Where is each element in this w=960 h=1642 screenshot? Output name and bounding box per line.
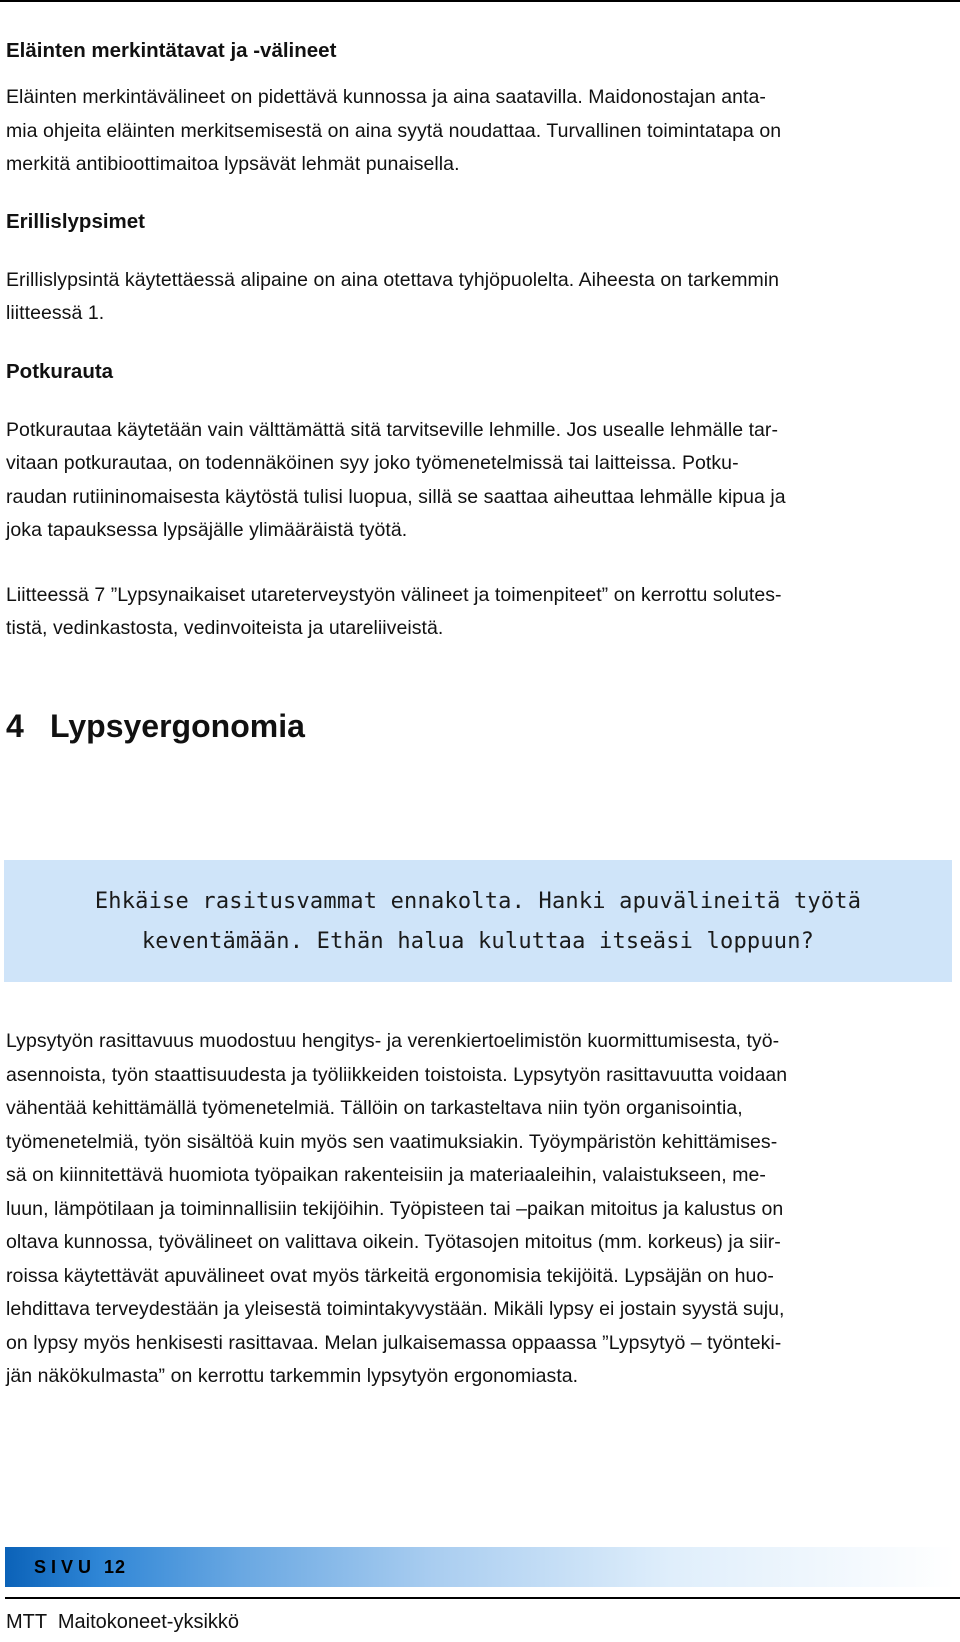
text-line: vitaan potkurautaa, on todennäköinen syy joko työmenetelmissä tai laitteissa. Potku- [6,452,739,474]
text-line: Eläinten merkintävälineet on pidettävä kunnossa ja aina saatavilla. Maidonostajan anta- [6,86,766,108]
footer-rule [5,1597,960,1599]
text-line: Potkurautaa käytetään vain välttämättä sitä tarvitseville lehmille. Jos usealle lehmälle tar- [6,418,779,441]
text-line: mia ohjeita eläinten merkitsemisestä on aina syytä noudattaa. Turvallinen toimintatapa on [6,119,782,142]
chapter-title: Lypsyergonomia [50,707,305,744]
paragraph-potkurauta [6,414,952,548]
text-line: on lypsy myös henkisesti rasittavaa. Melan julkaisemassa oppaassa ”Lypsytyö – työnteki- [6,1331,782,1354]
tip-callout [4,860,952,982]
text-line: asennoista, työn staattisuudesta ja työliikkeiden toistoista. Lypsytyön rasittavuutta voidaan [6,1063,788,1086]
page-body [6,36,952,746]
heading-merkintatavat: Eläinten merkintätavat ja -välineet [6,39,337,62]
text-line: vähentää kehittämällä työmenetelmiä. Tällöin on tarkasteltava niin työn organisointia, [6,1097,743,1119]
heading-potkurauta: Potkurauta [6,359,114,383]
paragraph-merkintatavat [6,81,952,182]
top-rule [0,0,960,2]
chapter-number: 4 [6,707,24,744]
text-line: raudan rutiininomaisesta käytöstä tulisi luopua, sillä se saattaa aiheuttaa lehmälle kipua ja [6,485,786,508]
text-line: merkitä antibioottimaitoa lypsävät lehmät punaisella. [6,153,460,175]
callout-line: keventämään. Ethän halua kuluttaa itseäsi loppuun? [141,929,815,954]
text-line: lehdittava terveydestään ja yleisestä toimintakyvystään. Mikäli lypsy ei jostain syystä suju, [6,1298,785,1320]
chapter-heading [6,706,952,746]
text-line: luun, lämpötilaan ja toiminnallisiin tekijöihin. Työpisteen tai –paikan mitoitus ja kalustus on [6,1197,784,1220]
text-line: joka tapauksessa lypsäjälle ylimääräistä työtä. [6,519,408,541]
text-line: työmenetelmiä, työn sisältöä kuin myös sen vaatimuksiakin. Työympäristön kehittämises- [6,1130,778,1153]
text-line: oltava kunnossa, työvälineet on valittava oikein. Työtasojen mitoitus (mm. korkeus) ja siir- [6,1231,781,1253]
page-number: 12 [104,1557,127,1577]
text-line: roissa käytettävät apuvälineet ovat myös tärkeitä ergonomisia tekijöitä. Lypsäjän on huo- [6,1264,774,1287]
text-line: sä on kiinnitettävä huomiota työpaikan rakenteisiin ja materiaaleihin, valaistukseen, me- [6,1164,766,1186]
page-label: SIVU [34,1557,97,1577]
callout-line: Ehkäise rasitusvammat ennakolta. Hanki apuvälineitä työtä [94,889,862,914]
text-line: tistä, vedinkastosta, vedinvoiteista ja utareliiveistä. [6,617,444,639]
paragraph-erillislypsimet [6,264,952,331]
text-line: liitteessä 1. [6,302,105,324]
text-line: Erillislypsintä käytettäessä alipaine on aina otettava tyhjöpuolelta. Aiheesta on tarkemmin [6,268,780,291]
paragraph-liite7 [6,579,952,646]
footer-page-bar [5,1547,955,1587]
text-line: Liitteessä 7 ”Lypsynaikaiset utareterveystyön välineet ja toimenpiteet” on kerrottu solutes- [6,583,782,606]
heading-erillislypsimet: Erillislypsimet [6,209,146,233]
footer-organization: MTT Maitokoneet-yksikkö [6,1611,240,1633]
page-indicator [34,1557,126,1578]
paragraph-ergonomia [6,1025,952,1394]
text-line: Lypsytyön rasittavuus muodostuu hengitys- ja verenkiertoelimistön kuormittumisesta, työ- [6,1030,780,1052]
text-line: jän näkökulmasta” on kerrottu tarkemmin lypsytyön ergonomiasta. [6,1365,579,1387]
